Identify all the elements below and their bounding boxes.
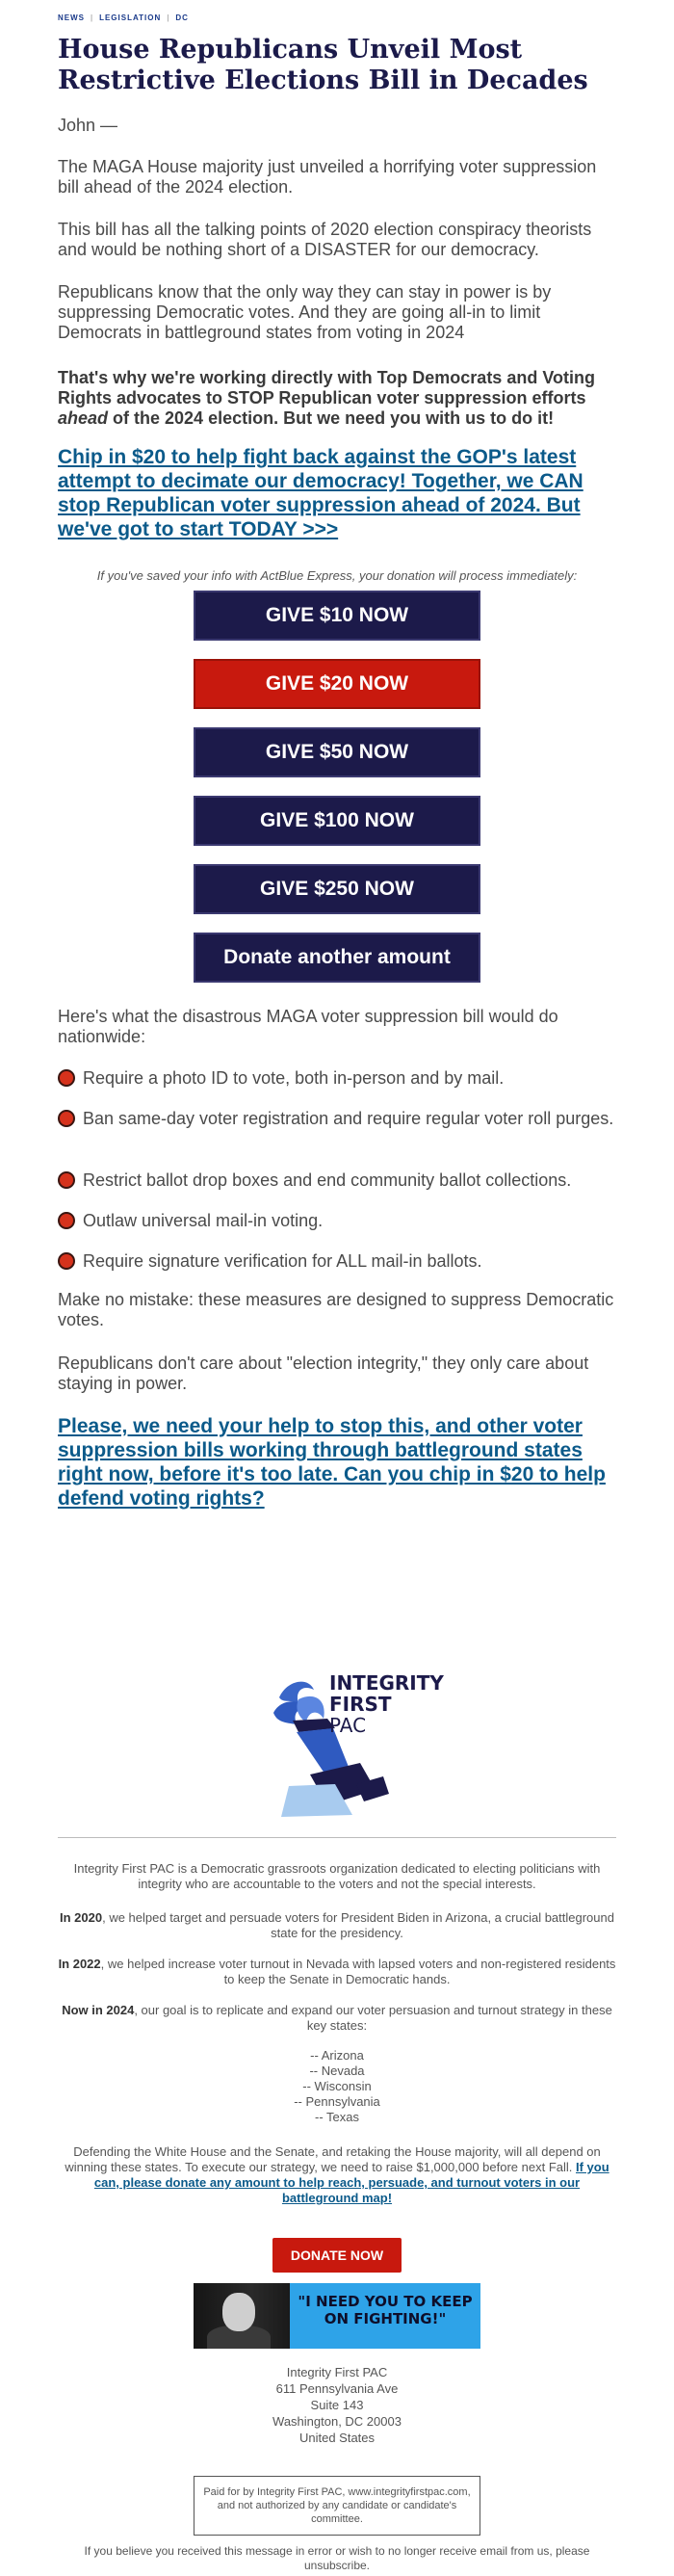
bullet-text: Outlaw universal mail-in voting. [83, 1211, 324, 1230]
donate-another-amount-button[interactable]: Donate another amount [194, 933, 480, 983]
tag-news[interactable]: NEWS [58, 13, 85, 22]
year-2020-label: In 2020 [60, 1910, 103, 1925]
give-250-button[interactable]: GIVE $250 NOW [194, 864, 480, 914]
paid-for-disclaimer: Paid for by Integrity First PAC, www.integrityfirstpac.com, and not authorized by any candidate or candidate's committee. [194, 2476, 480, 2536]
paragraph-3: Republicans know that the only way they can stay in power is by suppressing Democratic votes. And they are going all-in to limit Democrats in battleground states from voting in 2024 [58, 282, 552, 342]
state-arizona: -- Arizona [310, 2048, 364, 2063]
key-states-list [58, 2048, 616, 2125]
keep-fighting-banner[interactable] [194, 2283, 480, 2349]
cta-text-start: That's why we're working directly with Top Democrats and Voting Rights advocates to STOP Republican voter suppression efforts [58, 368, 595, 407]
tag-dc[interactable]: DC [175, 13, 189, 22]
battleground-donate-link[interactable]: If you can, please donate any amount to help reach, persuade, and turnout voters in our battleground map! [93, 2160, 609, 2205]
year-2024-label: Now in 2024 [62, 2003, 135, 2017]
salutation: John — [58, 116, 118, 135]
footer-divider [58, 1837, 616, 1838]
year-2022-label: In 2022 [58, 1957, 101, 1971]
list-item [58, 1210, 616, 1231]
cta-text-end: of the 2024 election. But we need you with us to do it! [108, 408, 555, 428]
bullet-text: Require a photo ID to vote, both in-person and by mail. [83, 1068, 505, 1088]
chip-in-link-1[interactable]: Chip in $20 to help fight back against the GOP's latest attempt to decimate our democracy! Together, we CAN stop Republican voter suppression ahead of 2024. But we've got to start TODAY >>> [58, 446, 583, 540]
speaker-photo [194, 2283, 290, 2349]
year-2024-text: , our goal is to replicate and expand our voter persuasion and turnout strategy in these key states: [134, 2003, 612, 2033]
call-to-action-paragraph [58, 368, 616, 429]
footer-2020 [58, 1910, 616, 1941]
paragraph-2: This bill has all the talking points of 2020 election conspiracy theorists and would be nothing short of a DISASTER for our democracy. [58, 220, 592, 259]
chip-in-link-2[interactable]: Please, we need your help to stop this, and other voter suppression bills working through battleground states right now, before it's too late. Can you chip in $20 to help defend voting rights? [58, 1415, 606, 1510]
mailing-address [58, 2364, 616, 2446]
bill-intro: Here's what the disastrous MAGA voter suppression bill would do nationwide: [58, 1007, 558, 1046]
email-title: House Republicans Unveil Most Restrictive Elections Bill in Decades [58, 35, 588, 95]
logo-line-integrity: INTEGRITY [329, 1671, 444, 1695]
give-10-button[interactable]: GIVE $10 NOW [194, 591, 480, 641]
logo-line-pac: PAC [329, 1714, 367, 1737]
year-2020-text: , we helped target and persuade voters for President Biden in Arizona, a crucial battleground state for the presidency. [102, 1910, 614, 1940]
red-circle-icon [58, 1110, 75, 1127]
integrity-first-pac-logo [260, 1670, 444, 1825]
paragraph-1: The MAGA House majority just unveiled a horrifying voter suppression bill ahead of the 2024 election. [58, 157, 597, 197]
red-circle-icon [58, 1252, 75, 1270]
address-org: Integrity First PAC [286, 2365, 388, 2379]
cta-text-italic: ahead [58, 408, 109, 428]
give-20-button[interactable]: GIVE $20 NOW [194, 659, 480, 709]
red-circle-icon [58, 1212, 75, 1229]
category-tags: NEWS | LEGISLATION | DC [58, 13, 189, 22]
list-item [58, 1108, 616, 1129]
bullet-text: Restrict ballot drop boxes and end community ballot collections. [83, 1170, 572, 1190]
address-country: United States [298, 2431, 376, 2445]
tag-legislation[interactable]: LEGISLATION [99, 13, 162, 22]
footer-2024 [58, 2003, 616, 2034]
state-wisconsin: -- Wisconsin [302, 2079, 372, 2093]
closing-paragraph-2: Republicans don't care about "election integrity," they only care about staying in power. [58, 1354, 589, 1393]
donate-now-button[interactable]: DONATE NOW [272, 2238, 402, 2273]
give-100-button[interactable]: GIVE $100 NOW [194, 796, 480, 846]
logo-line-first: FIRST [329, 1693, 392, 1716]
bullet-text: Require signature verification for ALL mail-in ballots. [83, 1251, 482, 1271]
address-city: Washington, DC 20003 [272, 2414, 402, 2429]
give-50-button[interactable]: GIVE $50 NOW [194, 727, 480, 777]
footer-defending [58, 2144, 616, 2206]
banner-quote: "I NEED YOU TO KEEP ON FIGHTING!" [298, 2293, 473, 2327]
list-item [58, 1250, 616, 1272]
defending-text: Defending the White House and the Senate, and retaking the House majority, will all depend on winning these states. To execute our strategy, we need to raise $1,000,000 before next Fall. [65, 2144, 601, 2174]
red-circle-icon [58, 1069, 75, 1087]
state-nevada: -- Nevada [309, 2063, 365, 2078]
state-texas: -- Texas [315, 2110, 359, 2124]
red-circle-icon [58, 1171, 75, 1189]
list-item [58, 1170, 616, 1191]
logo-text [329, 1671, 444, 1737]
footer-2022 [58, 1957, 616, 1987]
address-suite: Suite 143 [310, 2398, 364, 2412]
list-item [58, 1067, 616, 1089]
address-street: 611 Pennsylvania Ave [275, 2381, 399, 2396]
year-2022-text: , we helped increase voter turnout in Nevada with lapsed voters and non-registered residents to keep the Senate in Democratic hands. [100, 1957, 616, 1986]
actblue-express-note: If you've saved your info with ActBlue Express, your donation will process immediately: [96, 568, 578, 583]
footer-about: Integrity First PAC is a Democratic grassroots organization dedicated to electing politicians with integrity who are accountable to the voters and not the special interests. [73, 1861, 601, 1891]
bullet-text: Ban same-day voter registration and require regular voter roll purges. [83, 1109, 614, 1128]
state-pennsylvania: -- Pennsylvania [294, 2094, 380, 2109]
unsubscribe-notice[interactable]: If you believe you received this message in error or wish to no longer receive email from us, please unsubscribe. [84, 2544, 590, 2572]
closing-paragraph-1: Make no mistake: these measures are designed to suppress Democratic votes. [58, 1290, 614, 1329]
